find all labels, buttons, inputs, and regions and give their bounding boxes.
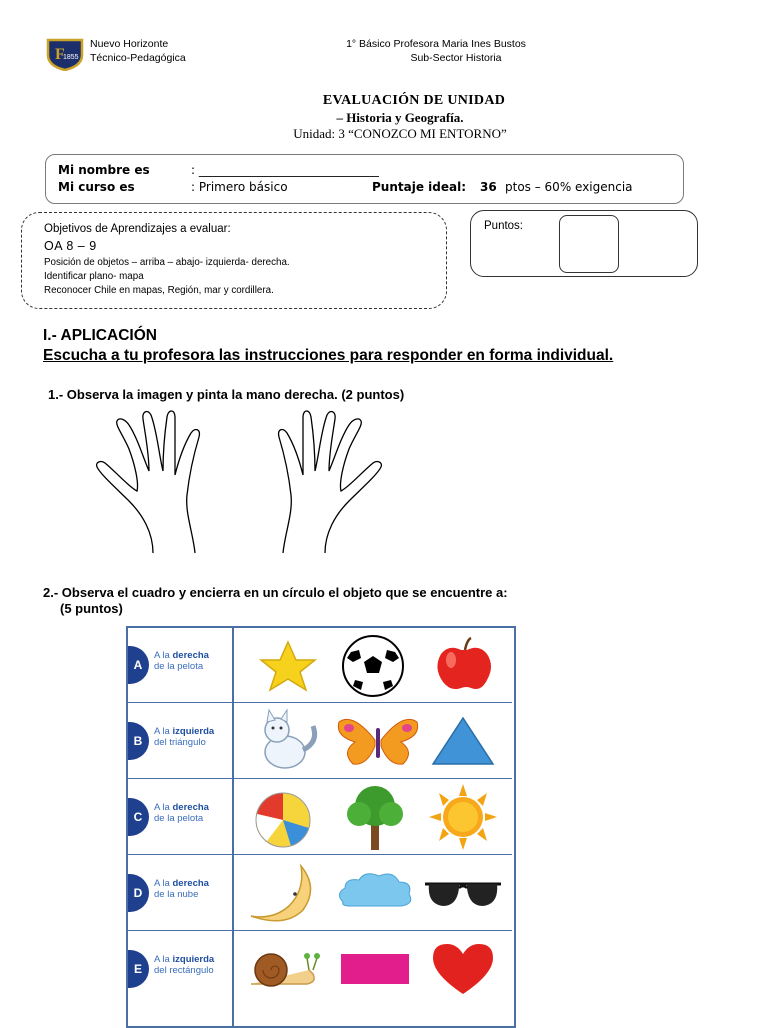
table-row (128, 932, 512, 1006)
question-2: 2.- Observa el cuadro y encierra en un círculo el objeto que se encuentre a: (43, 585, 508, 600)
row-label: A la izquierda del rectángulo (154, 954, 215, 976)
left-hand-icon (97, 411, 200, 553)
course-label: Mi curso es (58, 180, 135, 194)
apple-icon[interactable] (423, 630, 513, 700)
heart-icon[interactable] (423, 934, 513, 1004)
tree-icon[interactable] (333, 782, 423, 852)
page-subtitle: – Historia y Geografía. (336, 110, 464, 125)
snail-icon[interactable] (243, 934, 333, 1004)
page-title: EVALUACIÓN DE UNIDAD (322, 93, 506, 108)
row-letter: E (127, 950, 149, 988)
section-title: I.- APLICACIÓN (43, 327, 157, 344)
table-row (128, 856, 512, 931)
sun-icon[interactable] (423, 782, 513, 852)
objectives-heading: Objetivos de Aprendizajes a evaluar: (44, 223, 231, 235)
butterfly-icon[interactable] (333, 706, 423, 776)
objective-item: Identificar plano- mapa (44, 271, 144, 282)
objectives-box (21, 212, 447, 309)
row-label: A la derecha de la nube (154, 878, 209, 900)
cat-icon[interactable] (243, 706, 333, 776)
objective-item: Posición de objetos – arriba – abajo- izquierda- derecha. (44, 257, 290, 268)
rectangle-icon[interactable] (333, 934, 423, 1004)
row-letter: A (127, 646, 149, 684)
score-value: 36 (480, 180, 497, 194)
objectives-oa: OA 8 – 9 (44, 239, 97, 253)
star-icon[interactable] (243, 630, 333, 700)
svg-text:1855: 1855 (63, 54, 79, 61)
row-letter: C (127, 798, 149, 836)
beach-ball-icon[interactable] (243, 782, 333, 852)
right-hand-icon (279, 411, 382, 553)
cloud-icon[interactable] (333, 858, 423, 928)
row-letter: B (127, 722, 149, 760)
points-box (470, 210, 698, 277)
question-2-points: (5 puntos) (60, 601, 123, 616)
name-field[interactable]: : ______________________________ (191, 163, 379, 177)
row-label: A la derecha de la pelota (154, 650, 209, 672)
svg-text:F: F (55, 46, 65, 63)
score-label: Puntaje ideal: (372, 180, 466, 194)
row-letter: D (127, 874, 149, 912)
school-logo (45, 37, 85, 71)
name-label: Mi nombre es (58, 163, 150, 177)
points-field[interactable] (559, 215, 619, 273)
table-row (128, 780, 512, 855)
table-row (128, 628, 512, 703)
hands-illustration (95, 405, 455, 555)
triangle-icon[interactable] (423, 706, 513, 776)
course-info: 1° Básico Profesora Maria Ines Bustos Sub-Sector Historia (346, 38, 526, 64)
position-table (126, 626, 516, 1028)
score-detail: ptos – 60% exigencia (505, 180, 633, 194)
moon-icon[interactable] (243, 858, 333, 928)
student-info-box (45, 154, 684, 204)
row-label: A la derecha de la pelota (154, 802, 209, 824)
section-instruction: Escucha a tu profesora las instrucciones para responder en forma individual. (43, 347, 614, 364)
course-value: : Primero básico (191, 180, 288, 194)
row-label: A la izquierda del triángulo (154, 726, 215, 748)
sunglasses-icon[interactable] (423, 858, 513, 928)
school-name: Nuevo Horizonte Técnico-Pedagógica (90, 38, 186, 64)
soccer-ball-icon[interactable] (333, 630, 423, 700)
objective-item: Reconocer Chile en mapas, Región, mar y cordillera. (44, 285, 274, 296)
table-row (128, 704, 512, 779)
points-label: Puntos: (484, 220, 523, 232)
question-1: 1.- Observa la imagen y pinta la mano derecha. (2 puntos) (48, 387, 405, 402)
unit-title: Unidad: 3 “CONOZCO MI ENTORNO” (293, 126, 507, 141)
